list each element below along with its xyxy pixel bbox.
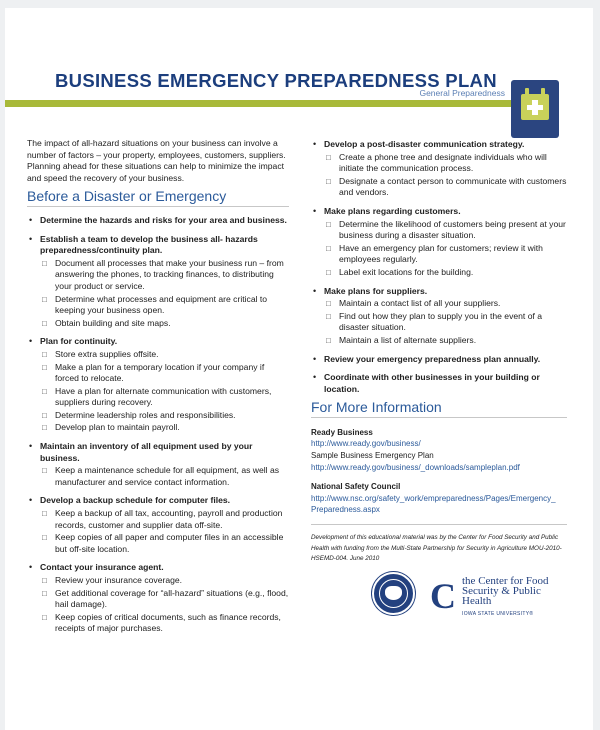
document-subtitle: General Preparedness (419, 88, 505, 98)
checkbox-icon: □ (326, 176, 331, 186)
checklist-subitem-text: Determine the likelihood of customers being present at your business during a disaster situation. (339, 218, 566, 241)
checkbox-icon: □ (326, 243, 331, 253)
right-checklist (311, 139, 567, 395)
checklist-subitem (40, 575, 289, 587)
checklist-subitem (40, 410, 289, 422)
left-checklist (27, 215, 289, 635)
checklist-subitem-text: Obtain building and site maps. (55, 317, 171, 328)
checklist-subitem (40, 258, 289, 293)
checkbox-icon: □ (42, 588, 47, 598)
checklist-item-heading: Establish a team to develop the business all- hazards preparedness/continuity plan. (40, 233, 258, 256)
cross-horizontal (527, 105, 543, 110)
seal-emblem (385, 586, 402, 600)
checkbox-icon: □ (42, 318, 47, 328)
checklist-item-heading: Plan for continuity. (40, 336, 118, 347)
checkbox-icon: □ (42, 410, 47, 420)
checklist-subitem (40, 386, 289, 409)
checklist-subitem-text: Develop plan to maintain payroll. (55, 422, 180, 433)
checklist-item-heading: Develop a backup schedule for computer files. (40, 495, 231, 506)
sample-plan-label: Sample Business Emergency Plan (311, 451, 434, 461)
checklist-subitem (324, 311, 567, 334)
bullet-icon: • (29, 336, 33, 347)
checkbox-icon: □ (42, 362, 47, 372)
checklist-subitem-text: Store extra supplies offsite. (55, 348, 159, 359)
checklist-subitem (40, 294, 289, 317)
checklist-item-heading: Make plans regarding customers. (324, 205, 461, 216)
checklist-subitem (40, 612, 289, 635)
cfsph-logo (430, 574, 550, 619)
funding-credit: Development of this educational material was by the Center for Food Security and Public Health with funding from the Multi-State Partnership for Security in Agriculture MOU-2010-HSEMD-004. June 2010 (311, 524, 567, 565)
checklist-subitem (40, 362, 289, 385)
checkbox-icon: □ (42, 533, 47, 543)
checklist-item (311, 286, 567, 347)
checklist-subitem (324, 267, 567, 279)
checklist-subitem (40, 318, 289, 330)
checklist-subitem-text: Get additional coverage for “all-hazard” situations (e.g., flood, hail damage). (55, 587, 289, 610)
checklist-subitem-text: Make a plan for a temporary location if your company if forced to relocate. (55, 361, 265, 384)
checklist-item (27, 562, 289, 635)
agency-seal-icon (372, 572, 415, 615)
checklist-subitem-text: Have an emergency plan for customers; review it with employees regularly. (339, 242, 543, 265)
checklist-subitem-text: Keep copies of critical documents, such as finance records, receipts of major purchases. (55, 611, 281, 634)
first-aid-box (521, 94, 549, 120)
checklist-item (311, 372, 567, 395)
checkbox-icon: □ (326, 219, 331, 229)
document-page (5, 8, 593, 730)
bullet-icon: • (29, 562, 33, 573)
checkbox-icon: □ (326, 267, 331, 277)
checklist-subitem-text: Review your insurance coverage. (55, 575, 183, 585)
checkbox-icon: □ (42, 466, 47, 476)
checklist-subitem-text: Maintain a contact list of all your suppliers. (339, 298, 501, 309)
header-accent-rule (5, 100, 513, 107)
bullet-icon: • (313, 353, 317, 364)
checklist-subitem-text: Designate a contact person to communicate with customers and vendors. (339, 175, 567, 198)
isu-text: IOWA STATE UNIVERSITY® (462, 611, 534, 617)
ready-business-org: Ready Business (311, 427, 373, 437)
checkbox-icon: □ (326, 311, 331, 321)
nsc-org: National Safety Council (311, 482, 401, 492)
checkbox-icon: □ (326, 299, 331, 309)
bullet-icon: • (29, 441, 33, 452)
checklist-subitem-text: Determine leadership roles and responsibilities. (55, 409, 236, 420)
first-aid-calendar-icon (511, 80, 559, 138)
checklist-subitem-text: Find out how they plan to supply you in the event of a disaster situation. (339, 310, 543, 333)
checklist-subitem (324, 243, 567, 266)
checklist-subitem (40, 465, 289, 488)
right-column (311, 139, 567, 565)
checklist-subitem (324, 176, 567, 199)
checklist-item-heading: Coordinate with other businesses in your building or location. (324, 372, 540, 394)
checklist-subitem (40, 588, 289, 611)
checklist-subitem (324, 152, 567, 175)
checklist-item (27, 336, 289, 434)
checklist-subitem (324, 298, 567, 310)
checklist-subitem-text: Keep a maintenance schedule for all equipment, as well as manufacturer and service contact information. (55, 465, 280, 487)
checkbox-icon: □ (42, 612, 47, 622)
checklist-subitem-text: Determine what processes and equipment are critical to keeping your business open. (55, 293, 268, 316)
checklist-subitem-text: Have a plan for alternate communication with customers, suppliers during recovery. (55, 385, 272, 408)
checklist-item (27, 495, 289, 555)
checklist-item (27, 441, 289, 488)
checklist-item-heading: Maintain an inventory of all equipment used by your business. (40, 441, 253, 463)
checklist-subitem (40, 422, 289, 434)
ready-business-block (311, 427, 567, 473)
checklist-subitem-text: Keep copies of all paper and computer files in an accessible but off-site location. (55, 532, 284, 554)
bullet-icon: • (313, 205, 317, 216)
checklist-subitem-text: Keep a backup of all tax, accounting, payroll and production records, customer and supplier data off-site. (55, 508, 283, 530)
cfsph-logo-mark: C (430, 576, 456, 616)
document-title: BUSINESS EMERGENCY PREPAREDNESS PLAN (55, 70, 497, 91)
checklist-subitem (324, 335, 567, 347)
checklist-item (311, 354, 567, 366)
checklist-subitem-text: Create a phone tree and designate individuals who will initiate the communication process. (339, 151, 547, 174)
checklist-item-heading: Develop a post-disaster communication strategy. (324, 139, 525, 149)
left-column (27, 138, 289, 642)
section-title-more-info: For More Information (311, 402, 567, 418)
checklist-subitem-text: Label exit locations for the building. (339, 266, 474, 277)
bullet-icon: • (29, 214, 33, 225)
checkbox-icon: □ (42, 386, 47, 396)
checklist-subitem (40, 532, 289, 555)
nsc-block (311, 481, 567, 516)
checklist-item-heading: Review your emergency preparedness plan annually. (324, 353, 541, 364)
checkbox-icon: □ (42, 349, 47, 359)
ready-business-link[interactable]: http://www.ready.gov/business/ (311, 439, 421, 449)
checkbox-icon: □ (42, 509, 47, 519)
checkbox-icon: □ (326, 335, 331, 345)
checklist-item-heading: Make plans for suppliers. (324, 285, 428, 296)
sample-plan-link[interactable]: http://www.ready.gov/business/_downloads/sampleplan.pdf (311, 462, 520, 472)
bullet-icon: • (313, 285, 317, 296)
checklist-item-heading: Determine the hazards and risks for your area and business. (40, 214, 287, 225)
checklist-item (311, 206, 567, 279)
checklist-item (27, 215, 289, 227)
cfsph-logo-text: the Center for Food Security & Public Health (462, 575, 549, 607)
checklist-subitem (40, 508, 289, 531)
checklist-item (27, 234, 289, 330)
bullet-icon: • (313, 139, 317, 149)
checklist-item-heading: Contact your insurance agent. (40, 562, 164, 573)
bullet-icon: • (29, 495, 33, 506)
checklist-item (311, 139, 567, 199)
bullet-icon: • (29, 233, 33, 244)
checklist-subitem (40, 349, 289, 361)
checklist-subitem (324, 219, 567, 242)
bullet-icon: • (313, 372, 317, 383)
intro-paragraph: The impact of all-hazard situations on your business can involve a number of factors – your property, employees, customers, suppliers. Planning ahead for these situations can help to minimize the impact and speed the recovery of your business. (27, 138, 286, 183)
checkbox-icon: □ (42, 576, 47, 585)
nsc-link[interactable]: http://www.nsc.org/safety_work/empreparedness/Pages/Emergency_ Preparedness.aspx (311, 493, 556, 515)
checklist-subitem-text: Maintain a list of alternate suppliers. (339, 334, 477, 345)
checkbox-icon: □ (42, 294, 47, 304)
checkbox-icon: □ (42, 423, 47, 433)
checkbox-icon: □ (326, 152, 331, 162)
checklist-subitem-text: Document all processes that make your business run – from answering the phones, to tracking finances, to distributing your product or service. (55, 257, 284, 291)
checkbox-icon: □ (42, 258, 47, 268)
section-title-before-disaster: Before a Disaster or Emergency (27, 191, 289, 207)
